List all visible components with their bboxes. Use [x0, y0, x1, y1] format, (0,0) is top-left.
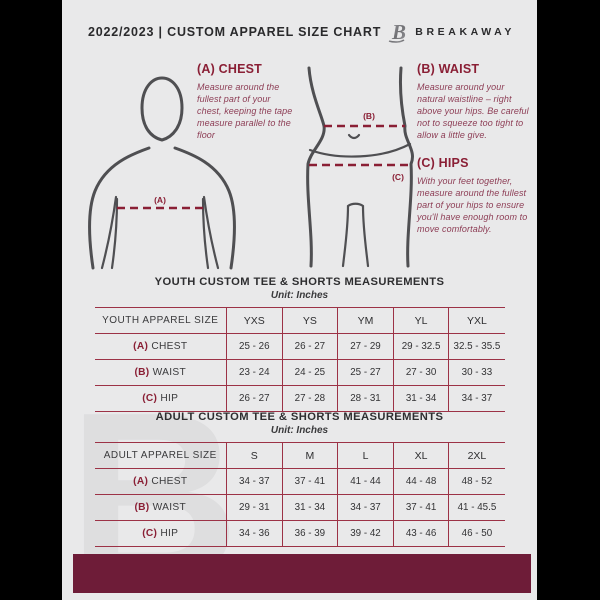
adult-table-section: [62, 411, 537, 547]
measurement-value: 27 - 30: [393, 360, 449, 386]
waistband-curve: [310, 144, 410, 157]
measurement-value: 29 - 31: [227, 495, 283, 521]
hips-heading: (C) HIPS: [417, 156, 469, 171]
measurement-value: 34 - 36: [227, 521, 283, 547]
youth-chest-row: [95, 334, 505, 360]
document-page: [62, 0, 537, 600]
row-label-text: CHEST: [151, 476, 188, 487]
measurement-value: 26 - 27: [227, 386, 283, 412]
adult-table-unit: Unit: Inches: [270, 425, 329, 436]
header: [88, 20, 515, 44]
row-label-text: WAIST: [152, 502, 187, 513]
measurement-value: 24 - 25: [282, 360, 338, 386]
hips-measure-label: (C): [392, 172, 404, 182]
youth-size-header: YXS: [227, 308, 283, 334]
adult-size-header: 2XL: [449, 443, 505, 469]
adult-corner-header: ADULT APPAREL SIZE: [95, 443, 227, 469]
measurement-value: 23 - 24: [227, 360, 283, 386]
youth-header-row: [95, 308, 505, 334]
measurement-value: 25 - 26: [227, 334, 283, 360]
measurement-value: 34 - 37: [227, 469, 283, 495]
measurement-value: 27 - 29: [338, 334, 394, 360]
adult-chest-row: [95, 469, 505, 495]
hips-body-text: With your feet together, measure around the fullest part of your hips to ensure you'll have enough room to move comfortably.: [417, 176, 528, 234]
measurement-value: 31 - 34: [282, 495, 338, 521]
measurement-value: 43 - 46: [393, 521, 449, 547]
measurement-value: 34 - 37: [338, 495, 394, 521]
measurement-value: 26 - 27: [282, 334, 338, 360]
adult-size-header: L: [338, 443, 394, 469]
brand-name: BREAKAWAY: [415, 26, 515, 38]
measurement-value: 46 - 50: [449, 521, 505, 547]
adult-size-header: M: [282, 443, 338, 469]
adult-size-table: [95, 442, 505, 547]
adult-header-row: [95, 443, 505, 469]
row-label-prefix: (C): [142, 393, 158, 404]
measurement-value: 29 - 32.5: [393, 334, 449, 360]
measurement-value: 44 - 48: [393, 469, 449, 495]
measurement-value: 32.5 - 35.5: [449, 334, 505, 360]
head-outline: [142, 78, 182, 140]
row-label: [95, 360, 227, 386]
measurement-value: 34 - 37: [449, 386, 505, 412]
row-label-prefix: (C): [142, 528, 158, 539]
row-label: [95, 495, 227, 521]
measurement-value: 27 - 28: [282, 386, 338, 412]
adult-hip-row: [95, 521, 505, 547]
youth-table-title: YOUTH CUSTOM TEE & SHORTS MEASUREMENTS: [154, 276, 445, 288]
waist-instruction-block: [417, 62, 531, 141]
youth-table-section: [62, 276, 537, 412]
adult-size-header: S: [227, 443, 283, 469]
row-label: [95, 521, 227, 547]
page-title: 2022/2023 | CUSTOM APPAREL SIZE CHART: [88, 25, 382, 39]
row-label-text: WAIST: [152, 367, 187, 378]
row-label: [95, 334, 227, 360]
row-label: [95, 386, 227, 412]
waist-hips-instruction-column: [417, 62, 531, 236]
brand-lockup: [383, 20, 515, 44]
measurement-value: 41 - 44: [338, 469, 394, 495]
measurement-value: 48 - 52: [449, 469, 505, 495]
measurement-value: 37 - 41: [282, 469, 338, 495]
waist-heading: (B) WAIST: [417, 62, 480, 76]
inner-leg-lines: [343, 204, 368, 266]
youth-hip-row: [95, 386, 505, 412]
chest-body-text: Measure around the fullest part of your chest, keeping the tape measure parallel to the floor: [197, 82, 293, 140]
row-label-prefix: (B): [134, 502, 150, 513]
measurement-value: 39 - 42: [338, 521, 394, 547]
row-label-text: HIP: [160, 393, 179, 404]
left-body-outline: [308, 68, 325, 266]
row-label-text: HIP: [160, 528, 179, 539]
youth-table-unit: Unit: Inches: [270, 290, 329, 301]
waist-body-text: Measure around your natural waistline – right above your hips. Be careful not to squeeze too tight to allow a little give.: [417, 82, 529, 140]
footer-accent-bar: [73, 554, 531, 593]
breakaway-b-logo-icon: [383, 20, 410, 44]
youth-waist-row: [95, 360, 505, 386]
measurement-value: 36 - 39: [282, 521, 338, 547]
measurement-value: 31 - 34: [393, 386, 449, 412]
measurement-value: 25 - 27: [338, 360, 394, 386]
row-label: [95, 469, 227, 495]
adult-size-header: XL: [393, 443, 449, 469]
chest-instruction-block: [197, 62, 296, 141]
measurement-value: 30 - 33: [449, 360, 505, 386]
adult-waist-row: [95, 495, 505, 521]
youth-size-header: YS: [282, 308, 338, 334]
svg-text:B: B: [392, 20, 407, 44]
navel-mark: [349, 135, 359, 138]
youth-size-header: YL: [393, 308, 449, 334]
row-label-text: CHEST: [151, 341, 188, 352]
youth-corner-header: YOUTH APPAREL SIZE: [95, 308, 227, 334]
right-body-outline: [400, 68, 412, 266]
hips-instruction-block: [417, 156, 531, 235]
chest-heading: (A) CHEST: [197, 62, 262, 76]
measurement-value: 41 - 45.5: [449, 495, 505, 521]
youth-size-header: YM: [338, 308, 394, 334]
chest-measure-label: (A): [154, 195, 166, 205]
lower-body-figure: [296, 56, 420, 268]
adult-table-title: ADULT CUSTOM TEE & SHORTS MEASUREMENTS: [155, 411, 444, 423]
row-label-prefix: (A): [133, 341, 149, 352]
row-label-prefix: (A): [133, 476, 149, 487]
measurement-value: 37 - 41: [393, 495, 449, 521]
youth-size-header: YXL: [449, 308, 505, 334]
measurement-value: 28 - 31: [338, 386, 394, 412]
row-label-prefix: (B): [134, 367, 150, 378]
waist-measure-label: (B): [363, 111, 375, 121]
youth-size-table: [95, 307, 505, 412]
